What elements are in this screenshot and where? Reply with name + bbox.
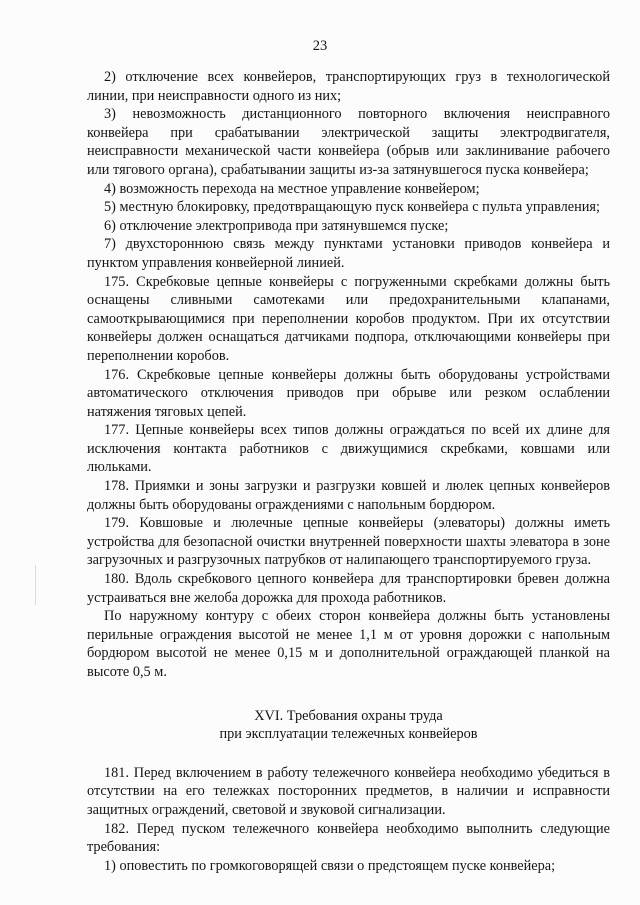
clause-177: 177. Цепные конвейеры всех типов должны ограждаться по всей их длине для исключения контакта работников с движущимися скребками, ковшами или люльками. — [87, 422, 610, 476]
section-heading-line1: XVI. Требования охраны труда — [254, 707, 443, 724]
section-heading — [87, 707, 610, 744]
clause-175: 175. Скребковые цепные конвейеры с погруженными скребками должны быть оснащены сливными самотеками или предохранительными клапанами, самооткрывающимися при переполнении коробов продуктом. При их отсутствии конвейеры должен оснащаться датчиками подпора, отключающими конвейеры при переполнении коробов. — [87, 273, 610, 364]
scan-margin-mark — [35, 565, 38, 605]
list-item-4: 4) возможность перехода на местное управление конвейером; — [104, 180, 480, 197]
clause-182-item-1: 1) оповестить по громкоговорящей связи о предстоящем пуске конвейера; — [104, 857, 556, 874]
list-item-7: 7) двухстороннюю связь между пунктами установки приводов конвейера и пунктом управления конвейерной линией. — [87, 236, 610, 271]
list-item-6: 6) отключение электропривода при затянувшемся пуске; — [104, 217, 449, 234]
document-body — [87, 68, 610, 875]
clause-178: 178. Приямки и зоны загрузки и разгрузки ковшей и люлек цепных конвейеров должны быть оборудованы ограждениями с напольным бордюром. — [87, 478, 610, 513]
clause-176: 176. Скребковые цепные конвейеры должны быть оборудованы устройствами автоматического отключения приводов при обрыве или резком ослаблении натяжения тяговых цепей. — [87, 366, 610, 420]
list-item-2: 2) отключение всех конвейеров, транспортирующих груз в технологической линии, при неисправности одного из них; — [87, 69, 610, 104]
clause-179: 179. Ковшовые и люлечные цепные конвейеры (элеваторы) должны иметь устройства для безопасной очистки внутренней поверхности шахты элеватора в зоне загрузочных и разгрузочных патрубков от налипающего транспортируемого груза. — [87, 515, 610, 569]
page-number: 23 — [312, 38, 328, 54]
clause-180-continuation: По наружному контуру с обеих сторон конвейера должны быть установлены перильные ограждения высотой не менее 1,1 м от уровня дорожки с напольным бордюром высотой не менее 0,15 м и дополнительной ограждающей планкой на высоте 0,5 м. — [87, 608, 610, 680]
clause-181: 181. Перед включением в работу тележечного конвейера необходимо убедиться в отсутствии на его тележках посторонних предметов, в наличии и исправности защитных ограждений, световой и звуковой сигнализации. — [87, 764, 610, 818]
section-heading-line2: при эксплуатации тележечных конвейеров — [219, 726, 478, 743]
clause-182: 182. Перед пуском тележечного конвейера необходимо выполнить следующие требования: — [87, 820, 610, 856]
list-item-5: 5) местную блокировку, предотвращающую пуск конвейера с пульта управления; — [104, 199, 600, 216]
clause-180: 180. Вдоль скребкового цепного конвейера для транспортировки бревен должна устраиваться вне желоба дорожка для прохода работников. — [87, 571, 610, 606]
list-item-3: 3) невозможность дистанционного повторного включения неисправного конвейера при срабатывании электрической защиты электродвигателя, неисправности механической части конвейера (обрыв или заклинивание рабочего или тягового органа), срабатывании защиты из-за затянувшегося пуска конвейера; — [87, 106, 610, 178]
